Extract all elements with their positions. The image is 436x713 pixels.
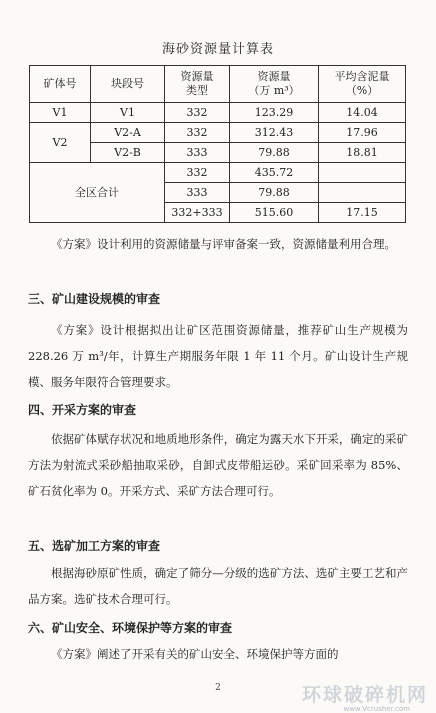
cell-mud: 18.81 [319,143,406,163]
header-amount [230,66,319,103]
cell-amount: 515.60 [230,203,319,223]
cell-type: 332+333 [165,203,230,223]
paragraph-mining-plan: 依据矿体赋存状况和地质地形条件，确定为露天水下开采，确定的采矿方法为射流式采砂船抽取采砂，自卸式皮带船运砂。采矿回采率为 85%、矿石贫化率为 0。开采方式、采矿方法合理可行。 [28,432,408,498]
cell-type: 333 [165,143,230,163]
paragraph-processing: 根据海砂原矿性质，确定了筛分—分级的选矿方法、选矿主要工艺和产品方案。选矿技术合理可行。 [28,566,408,606]
paragraph-resource-use: 《方案》设计利用的资源储量与评审备案一致，资源储量利用合理。 [51,237,396,251]
cell-amount: 312.43 [230,123,319,143]
heading-processing-review: 五、选矿加工方案的审查 [28,539,161,553]
table-title: 海砂资源量计算表 [161,42,274,57]
resource-table [29,65,406,223]
cell-type: 332 [165,163,230,183]
cell-mud [319,183,406,203]
header-type-line1: 资源量 [180,70,214,83]
watermark-logo: 环球破碎机网 [301,684,428,706]
cell-type: 332 [165,123,230,143]
header-mud-line2: （%） [345,84,379,97]
cell-block: V1 [91,103,165,123]
cell-mud: 17.96 [319,123,406,143]
heading-mining-plan-review: 四、开采方案的审查 [28,403,137,417]
cell-amount: 79.88 [230,183,319,203]
cell-block: V2-B [91,143,165,163]
cell-mud: 17.15 [319,203,406,223]
header-type-line2: 类型 [186,84,208,97]
cell-mud: 14.04 [319,103,406,123]
cell-mud [319,163,406,183]
table-row [30,103,406,123]
watermark-url: www.Vcrusher.com [343,705,410,713]
paragraph-scale: 《方案》设计根据拟出让矿区范围资源储量，推荐矿山生产规模为 228.26 万 m³/年，计算生产期服务年限 1 年 11 个月。矿山设计生产规模、服务年限符合管理要求。 [28,323,408,389]
cell-amount: 123.29 [230,103,319,123]
heading-scale-review: 三、矿山建设规模的审查 [28,292,161,306]
cell-amount: 79.88 [230,143,319,163]
cell-ore-body: V2 [30,123,91,163]
cell-ore-body: V1 [30,103,91,123]
cell-total-label: 全区合计 [30,163,165,223]
table-header-row [30,66,406,103]
header-mud-line1: 平均含泥量 [334,70,390,83]
cell-amount: 435.72 [230,163,319,183]
page-number: 2 [215,683,221,693]
paragraph-safety: 《方案》阐述了开采有关的矿山安全、环境保护等方面的 [51,647,339,661]
header-amount-line2: （万 m³） [248,84,300,97]
cell-type: 332 [165,103,230,123]
header-mud [319,66,406,103]
table-row [30,123,406,143]
cell-type: 333 [165,183,230,203]
header-block: 块段号 [91,66,165,103]
header-type [165,66,230,103]
header-amount-line1: 资源量 [257,70,291,83]
cell-block: V2-A [91,123,165,143]
table-row [30,163,406,183]
heading-safety-review: 六、矿山安全、环境保护等方案的审查 [28,621,233,635]
header-ore-body: 矿体号 [30,66,91,103]
